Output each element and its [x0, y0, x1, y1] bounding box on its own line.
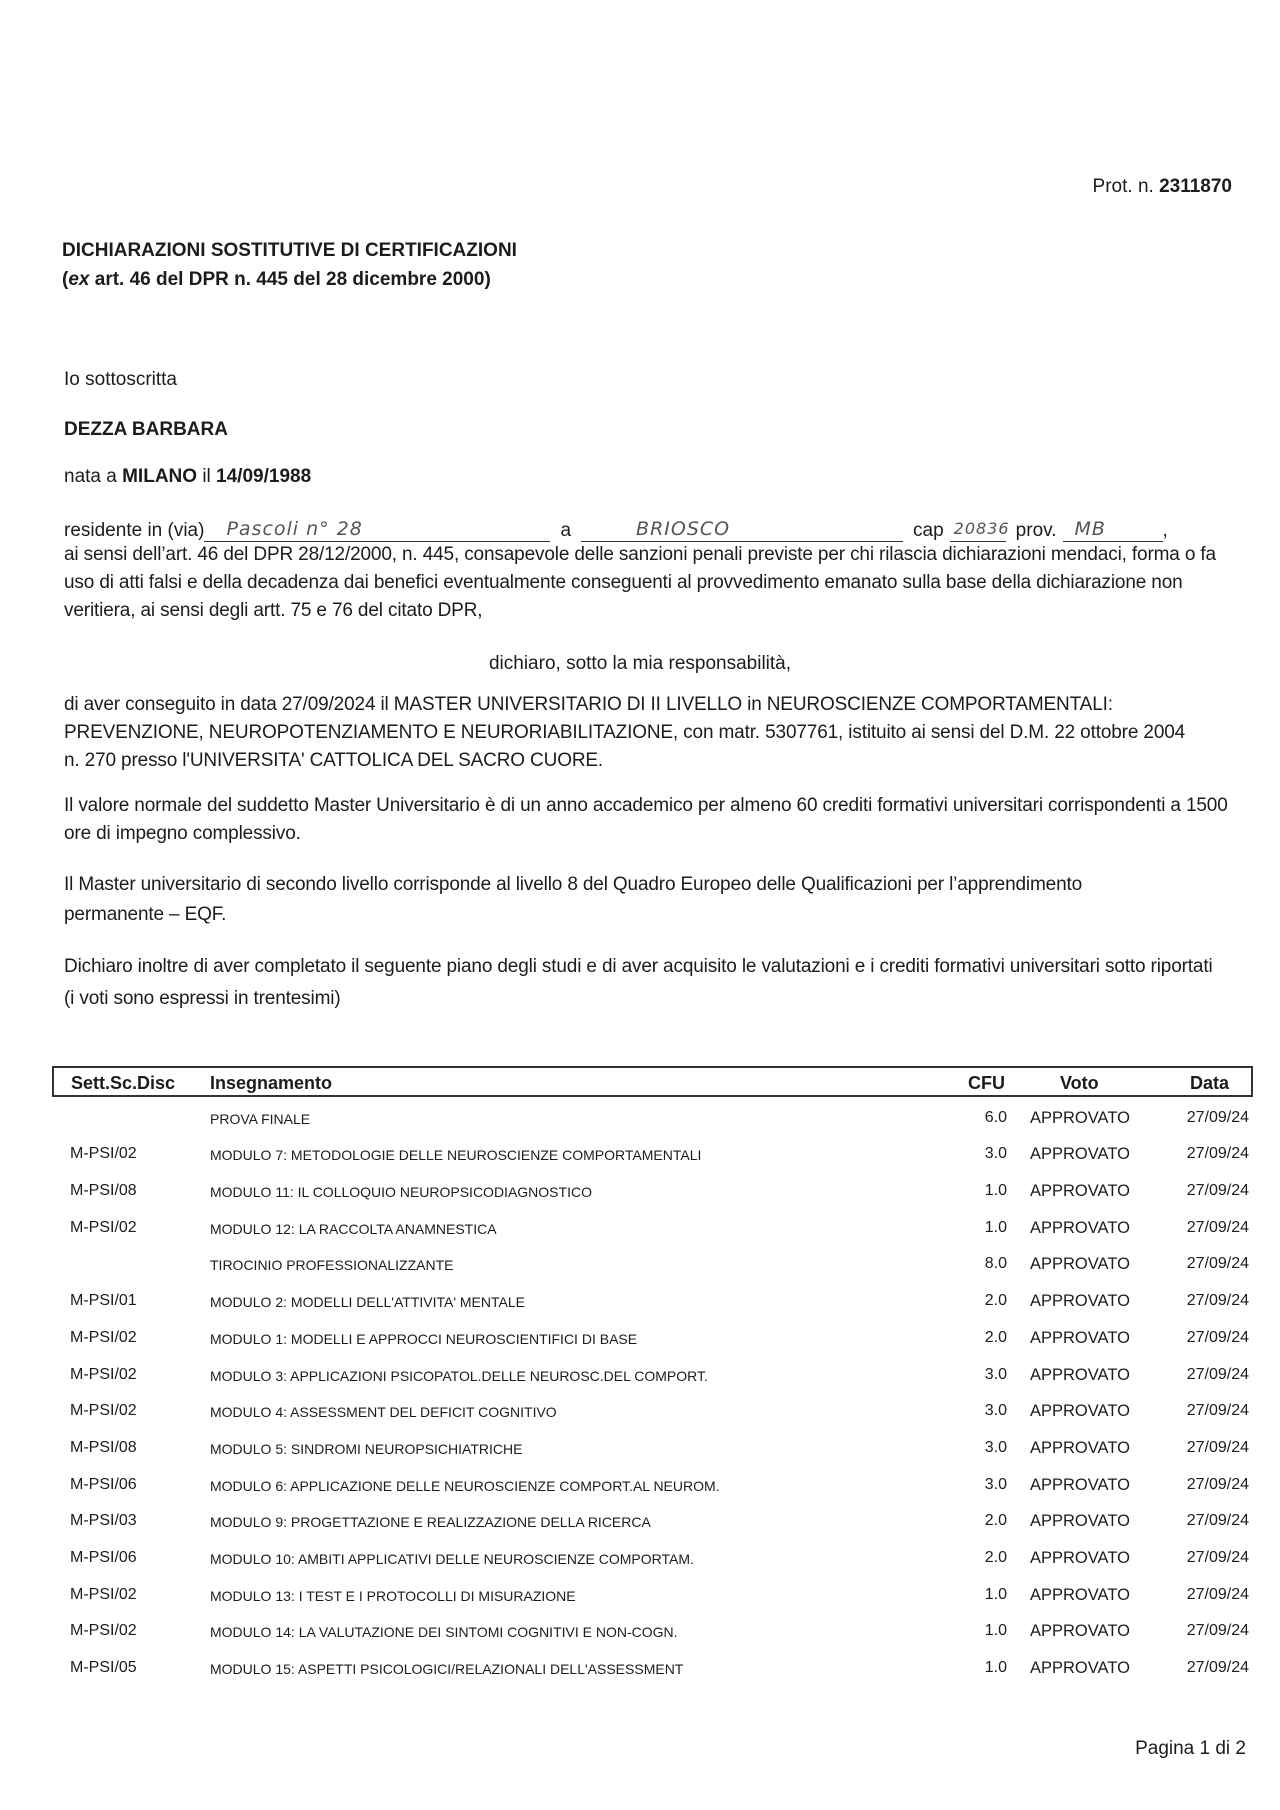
cell-data: 27/09/24 [1186, 1622, 1249, 1639]
cell-insegnamento: MODULO 4: ASSESSMENT DEL DEFICIT COGNITIVO [210, 1404, 557, 1420]
protocol-label: Prot. n. [1092, 176, 1154, 197]
cell-insegnamento: TIROCINIO PROFESSIONALIZZANTE [210, 1257, 454, 1273]
cell-cfu: 1.0 [984, 1182, 1007, 1199]
cell-sett: M-PSI/03 [70, 1512, 137, 1529]
cell-cfu: 2.0 [984, 1329, 1007, 1346]
table-row [52, 1109, 1253, 1137]
table-row [52, 1219, 1253, 1247]
declarant-name: DEZZA BARBARA [64, 419, 228, 440]
table-row [52, 1292, 1253, 1320]
cell-sett: M-PSI/02 [70, 1219, 137, 1236]
birthdate: 14/09/1988 [216, 466, 312, 487]
trailing-comma: , [1162, 520, 1168, 541]
cell-insegnamento: MODULO 1: MODELLI E APPROCCI NEUROSCIENTIFICI DI BASE [210, 1331, 638, 1347]
declaration-statement: dichiaro, sotto la mia responsabilità, [488, 653, 792, 674]
cell-data: 27/09/24 [1186, 1439, 1249, 1456]
document-title: DICHIARAZIONI SOSTITUTIVE DI CERTIFICAZIONI [62, 240, 517, 261]
cell-data: 27/09/24 [1186, 1402, 1249, 1419]
exam-table-header [52, 1066, 1253, 1097]
cell-sett: M-PSI/06 [70, 1549, 137, 1566]
cell-cfu: 6.0 [984, 1109, 1007, 1126]
cell-voto: APPROVATO [1030, 1549, 1130, 1567]
cell-data: 27/09/24 [1186, 1182, 1249, 1199]
cell-insegnamento: MODULO 9: PROGETTAZIONE E REALIZZAZIONE DELLA RICERCA [210, 1514, 651, 1530]
subtitle-prefix: ( [62, 269, 69, 290]
header-voto: Voto [1060, 1073, 1099, 1093]
cell-voto: APPROVATO [1030, 1329, 1130, 1347]
cell-insegnamento: MODULO 11: IL COLLOQUIO NEUROPSICODIAGNOSTICO [210, 1184, 592, 1200]
cell-data: 27/09/24 [1186, 1329, 1249, 1346]
cell-voto: APPROVATO [1030, 1255, 1130, 1273]
city-field[interactable]: BRIOSCO [581, 518, 903, 542]
table-row [52, 1476, 1253, 1504]
table-row [52, 1255, 1253, 1283]
cell-voto: APPROVATO [1030, 1586, 1130, 1604]
legal-paragraph: ai sensi dell’art. 46 del DPR 28/12/2000, n. 445, consapevole delle sanzioni penali previste per chi rilascia dichiarazioni mendaci, forma o fa uso di atti falsi e della decadenza dai benefici eventualmente conseguenti al provvedimento emanato sulla base della dichiarazione non veritiera, ai sensi degli artt. 75 e 76 del citato DPR, [64, 544, 1216, 621]
table-row [52, 1659, 1253, 1687]
cell-cfu: 1.0 [984, 1659, 1007, 1676]
eqf-paragraph: Il Master universitario di secondo livello corrisponde al livello 8 del Quadro Europeo delle Qualificazioni per l’apprendimento permanente – EQF. [64, 874, 1083, 925]
cell-insegnamento: MODULO 2: MODELLI DELL'ATTIVITA' MENTALE [210, 1294, 525, 1310]
cell-sett: M-PSI/06 [70, 1476, 137, 1493]
cell-insegnamento: MODULO 3: APPLICAZIONI PSICOPATOL.DELLE NEUROSC.DEL COMPORT. [210, 1368, 708, 1384]
cell-insegnamento: MODULO 15: ASPETTI PSICOLOGICI/RELAZIONALI DELL'ASSESSMENT [210, 1661, 684, 1677]
cell-voto: APPROVATO [1030, 1292, 1130, 1310]
cell-cfu: 3.0 [984, 1402, 1007, 1419]
cell-voto: APPROVATO [1030, 1622, 1130, 1640]
page-number: Pagina 1 di 2 [1135, 1738, 1246, 1759]
cell-voto: APPROVATO [1030, 1109, 1130, 1127]
master-paragraph: di aver conseguito in data 27/09/2024 il MASTER UNIVERSITARIO DI II LIVELLO in NEUROSCIENZE COMPORTAMENTALI: PREVENZIONE, NEUROPOTENZIAMENTO E NEURORIABILITAZIONE, con matr. 5307761, istituito ai sensi del D.M. 22 ottobre 2004 n. 270 presso l'UNIVERSITA' CATTOLICA DEL SACRO CUORE. [64, 694, 1186, 771]
cell-cfu: 3.0 [984, 1366, 1007, 1383]
document-subtitle [62, 269, 491, 291]
table-row [52, 1549, 1253, 1577]
cell-sett: M-PSI/05 [70, 1659, 137, 1676]
plan-paragraph: Dichiaro inoltre di aver completato il seguente piano degli studi e di aver acquisito le valutazioni e i crediti formativi universitari sotto riportati (i voti sono espressi in trentesimi) [64, 956, 1213, 1009]
cell-cfu: 1.0 [984, 1622, 1007, 1639]
prov-label: prov. [1015, 520, 1057, 541]
residence-line [64, 518, 1168, 542]
subtitle-italic: ex [68, 269, 90, 290]
cell-cfu: 3.0 [984, 1145, 1007, 1162]
cell-sett: M-PSI/08 [70, 1439, 137, 1456]
cell-voto: APPROVATO [1030, 1182, 1130, 1200]
value-paragraph: Il valore normale del suddetto Master Universitario è di un anno accademico per almeno 60 crediti formativi universitari corrispondenti a 1500 ore di impegno complessivo. [64, 795, 1228, 844]
cell-cfu: 2.0 [984, 1292, 1007, 1309]
cell-cfu: 1.0 [984, 1219, 1007, 1236]
cell-data: 27/09/24 [1186, 1659, 1249, 1676]
cell-insegnamento: MODULO 5: SINDROMI NEUROPSICHIATRICHE [210, 1441, 523, 1457]
cell-voto: APPROVATO [1030, 1476, 1130, 1494]
header-insegnamento: Insegnamento [210, 1073, 333, 1093]
cell-data: 27/09/24 [1186, 1512, 1249, 1529]
cell-voto: APPROVATO [1030, 1145, 1130, 1163]
birthplace: MILANO [122, 466, 198, 487]
cell-insegnamento: PROVA FINALE [210, 1111, 311, 1127]
cell-data: 27/09/24 [1186, 1586, 1249, 1603]
table-row [52, 1439, 1253, 1467]
cell-data: 27/09/24 [1186, 1109, 1249, 1126]
cell-insegnamento: MODULO 12: LA RACCOLTA ANAMNESTICA [210, 1221, 497, 1237]
cell-sett: M-PSI/01 [70, 1292, 137, 1309]
cell-insegnamento: MODULO 13: I TEST E I PROTOCOLLI DI MISURAZIONE [210, 1588, 576, 1604]
table-row [52, 1329, 1253, 1357]
via-field[interactable]: Pascoli n° 28 [204, 518, 550, 542]
cap-field[interactable]: 20836 [950, 518, 1006, 542]
cell-sett: M-PSI/02 [70, 1366, 137, 1383]
cell-data: 27/09/24 [1186, 1255, 1249, 1272]
cell-insegnamento: MODULO 7: METODOLOGIE DELLE NEUROSCIENZE COMPORTAMENTALI [210, 1147, 702, 1163]
born-mid: il [197, 466, 217, 487]
cell-voto: APPROVATO [1030, 1402, 1130, 1420]
cell-sett: M-PSI/02 [70, 1145, 137, 1162]
cell-insegnamento: MODULO 10: AMBITI APPLICATIVI DELLE NEUROSCIENZE COMPORTAM. [210, 1551, 694, 1567]
via-label: residente in (via) [64, 520, 205, 541]
table-row [52, 1366, 1253, 1394]
cell-data: 27/09/24 [1186, 1292, 1249, 1309]
table-row [52, 1512, 1253, 1540]
cell-voto: APPROVATO [1030, 1512, 1130, 1530]
cell-data: 27/09/24 [1186, 1476, 1249, 1493]
cell-voto: APPROVATO [1030, 1659, 1130, 1677]
cell-voto: APPROVATO [1030, 1219, 1130, 1237]
cell-data: 27/09/24 [1186, 1219, 1249, 1236]
table-row [52, 1622, 1253, 1650]
cell-data: 27/09/24 [1186, 1366, 1249, 1383]
cell-voto: APPROVATO [1030, 1366, 1130, 1384]
cell-insegnamento: MODULO 6: APPLICAZIONE DELLE NEUROSCIENZE COMPORT.AL NEUROM. [210, 1478, 720, 1494]
cell-cfu: 8.0 [984, 1255, 1007, 1272]
cell-sett: M-PSI/02 [70, 1329, 137, 1346]
cell-cfu: 1.0 [984, 1586, 1007, 1603]
header-cfu: CFU [968, 1073, 1005, 1093]
cell-insegnamento: MODULO 14: LA VALUTAZIONE DEI SINTOMI COGNITIVI E NON-COGN. [210, 1624, 678, 1640]
prov-field[interactable]: MB [1063, 518, 1163, 542]
table-row [52, 1145, 1253, 1173]
cell-cfu: 3.0 [984, 1476, 1007, 1493]
cell-voto: APPROVATO [1030, 1439, 1130, 1457]
declarant-intro: Io sottoscritta [64, 369, 177, 390]
cell-sett: M-PSI/08 [70, 1182, 137, 1199]
protocol-number [1093, 176, 1232, 198]
protocol-value: 2311870 [1159, 176, 1232, 197]
cell-cfu: 2.0 [984, 1512, 1007, 1529]
table-row [52, 1402, 1253, 1430]
header-data: Data [1189, 1073, 1229, 1093]
subtitle-rest: art. 46 del DPR n. 445 del 28 dicembre 2000) [89, 269, 491, 290]
city-label: a [560, 520, 572, 541]
born-prefix: nata a [64, 466, 123, 487]
cell-cfu: 2.0 [984, 1549, 1007, 1566]
cell-data: 27/09/24 [1186, 1549, 1249, 1566]
cell-sett: M-PSI/02 [70, 1402, 137, 1419]
table-row [52, 1586, 1253, 1614]
cell-sett: M-PSI/02 [70, 1586, 137, 1603]
birth-info [64, 466, 311, 488]
header-sett: Sett.Sc.Disc [71, 1073, 176, 1093]
cell-sett: M-PSI/02 [70, 1622, 137, 1639]
table-row [52, 1182, 1253, 1210]
cell-data: 27/09/24 [1186, 1145, 1249, 1162]
cell-cfu: 3.0 [984, 1439, 1007, 1456]
cap-label: cap [913, 520, 944, 541]
